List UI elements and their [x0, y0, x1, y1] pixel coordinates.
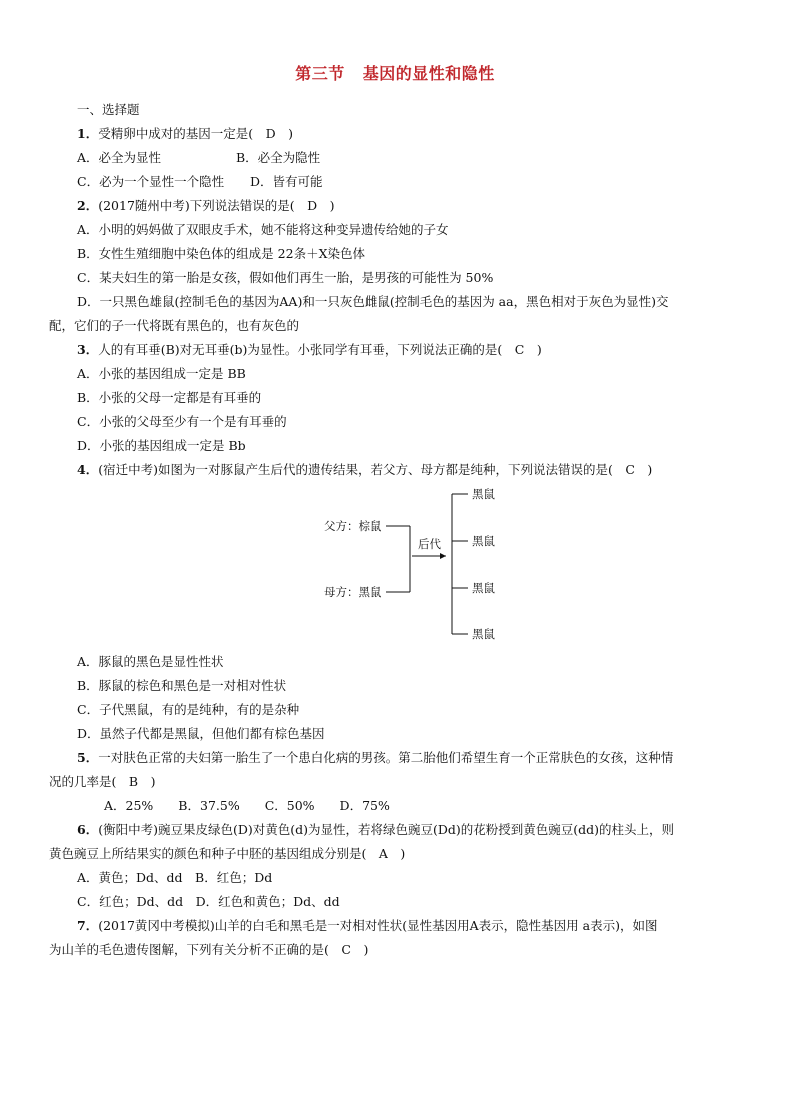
q6-options-ab: A．黄色；Dd、dd B．红色；Dd [77, 870, 273, 885]
question-4 [77, 462, 652, 478]
q2-option-d-continued: 配，它们的子一代将既有黑色的，也有灰色的 [49, 318, 300, 333]
diagram-mother-label: 母方：黑鼠 [324, 585, 382, 599]
question-1 [77, 126, 293, 142]
diagram-offspring-2: 黑鼠 [472, 534, 495, 548]
title-topic: 基因的显性和隐性 [362, 64, 495, 83]
diagram-offspring-4: 黑鼠 [472, 627, 495, 641]
question-2 [77, 198, 335, 214]
q1-option-c: C．必为一个显性一个隐性 [77, 174, 225, 189]
q1-option-b: B．必全为隐性 [236, 150, 321, 165]
question-7-number: 7． [77, 918, 99, 933]
q4-option-d: D．虽然子代都是黑鼠，但他们都有棕色基因 [77, 726, 325, 741]
question-1-number: 1． [77, 126, 99, 141]
question-5-number: 5． [77, 750, 99, 765]
diagram-father-label: 父方：棕鼠 [324, 519, 382, 533]
q5-options: A．25% B．37.5% C．50% D．75% [104, 798, 390, 813]
diagram-offspring-3: 黑鼠 [472, 581, 495, 595]
question-7-continued: 为山羊的毛色遗传图解，下列有关分析不正确的是( C ) [49, 942, 369, 957]
q1-option-a: A．必全为显性 [77, 150, 162, 165]
question-6-stem: (衡阳中考)豌豆果皮绿色(D)对黄色(d)为显性，若将绿色豌豆(Dd)的花粉授到黄色豌豆(dd)的柱头上，则 [98, 822, 675, 837]
question-5 [77, 750, 673, 766]
title-section-number: 第三节 [295, 64, 345, 83]
q4-option-c: C．子代黑鼠，有的是纯种，有的是杂种 [77, 702, 300, 717]
q1-option-d: D．皆有可能 [250, 174, 323, 189]
question-3 [77, 342, 542, 358]
question-6-continued: 黄色豌豆上所结果实的颜色和种子中胚的基因组成分别是( A ) [49, 846, 406, 861]
question-3-number: 3． [77, 342, 99, 357]
section-heading: 一、选择题 [77, 102, 140, 117]
offspring-arrow-head [440, 553, 446, 559]
q2-option-b: B．女性生殖细胞中染色体的组成是 22条＋X染色体 [77, 246, 365, 261]
question-4-number: 4． [77, 462, 99, 477]
q2-option-c: C．某夫妇生的第一胎是女孩，假如他们再生一胎，是男孩的可能性为 50% [77, 270, 494, 285]
question-4-stem: (宿迁中考)如图为一对豚鼠产生后代的遗传结果，若父方、母方都是纯种，下列说法错误的是( C ) [98, 462, 653, 477]
question-7-stem: (2017黄冈中考模拟)山羊的白毛和黑毛是一对相对性状(显性基因用A表示，隐性基因用 a表示)，如图 [98, 918, 658, 933]
q3-option-a: A．小张的基因组成一定是 BB [77, 366, 246, 381]
q6-options-cd: C．红色；Dd、dd D．红色和黄色；Dd、dd [77, 894, 340, 909]
q3-option-b: B．小张的父母一定都是有耳垂的 [77, 390, 262, 405]
question-5-continued: 况的几率是( B ) [49, 774, 156, 789]
question-2-stem: (2017随州中考)下列说法错误的是( D ) [98, 198, 335, 213]
inheritance-diagram [300, 480, 520, 645]
diagram-offspring-1: 黑鼠 [472, 487, 495, 501]
q2-option-a: A．小明的妈妈做了双眼皮手术，她不能将这种变异遗传给她的子女 [77, 222, 449, 237]
diagram-arrow-label: 后代 [418, 537, 441, 551]
question-5-stem: 一对肤色正常的夫妇第一胎生了一个患白化病的男孩。第二胎他们希望生育一个正常肤色的女孩，这种情 [98, 750, 674, 765]
question-2-number: 2． [77, 198, 99, 213]
q4-option-a: A．豚鼠的黑色是显性性状 [77, 654, 224, 669]
q3-option-d: D．小张的基因组成一定是 Bb [77, 438, 246, 453]
q2-option-d: D．一只黑色雄鼠(控制毛色的基因为AA)和一只灰色雌鼠(控制毛色的基因为 aa，黑色相对于灰色为显性)交 [77, 294, 669, 309]
question-7 [77, 918, 657, 934]
q3-option-c: C．小张的父母至少有一个是有耳垂的 [77, 414, 287, 429]
question-3-stem: 人的有耳垂(B)对无耳垂(b)为显性。小张同学有耳垂，下列说法正确的是( C ) [98, 342, 542, 357]
page-title [0, 61, 790, 84]
q4-option-b: B．豚鼠的棕色和黑色是一对相对性状 [77, 678, 287, 693]
question-6 [77, 822, 674, 838]
question-1-stem: 受精卵中成对的基因一定是( D ) [98, 126, 293, 141]
question-6-number: 6． [77, 822, 99, 837]
